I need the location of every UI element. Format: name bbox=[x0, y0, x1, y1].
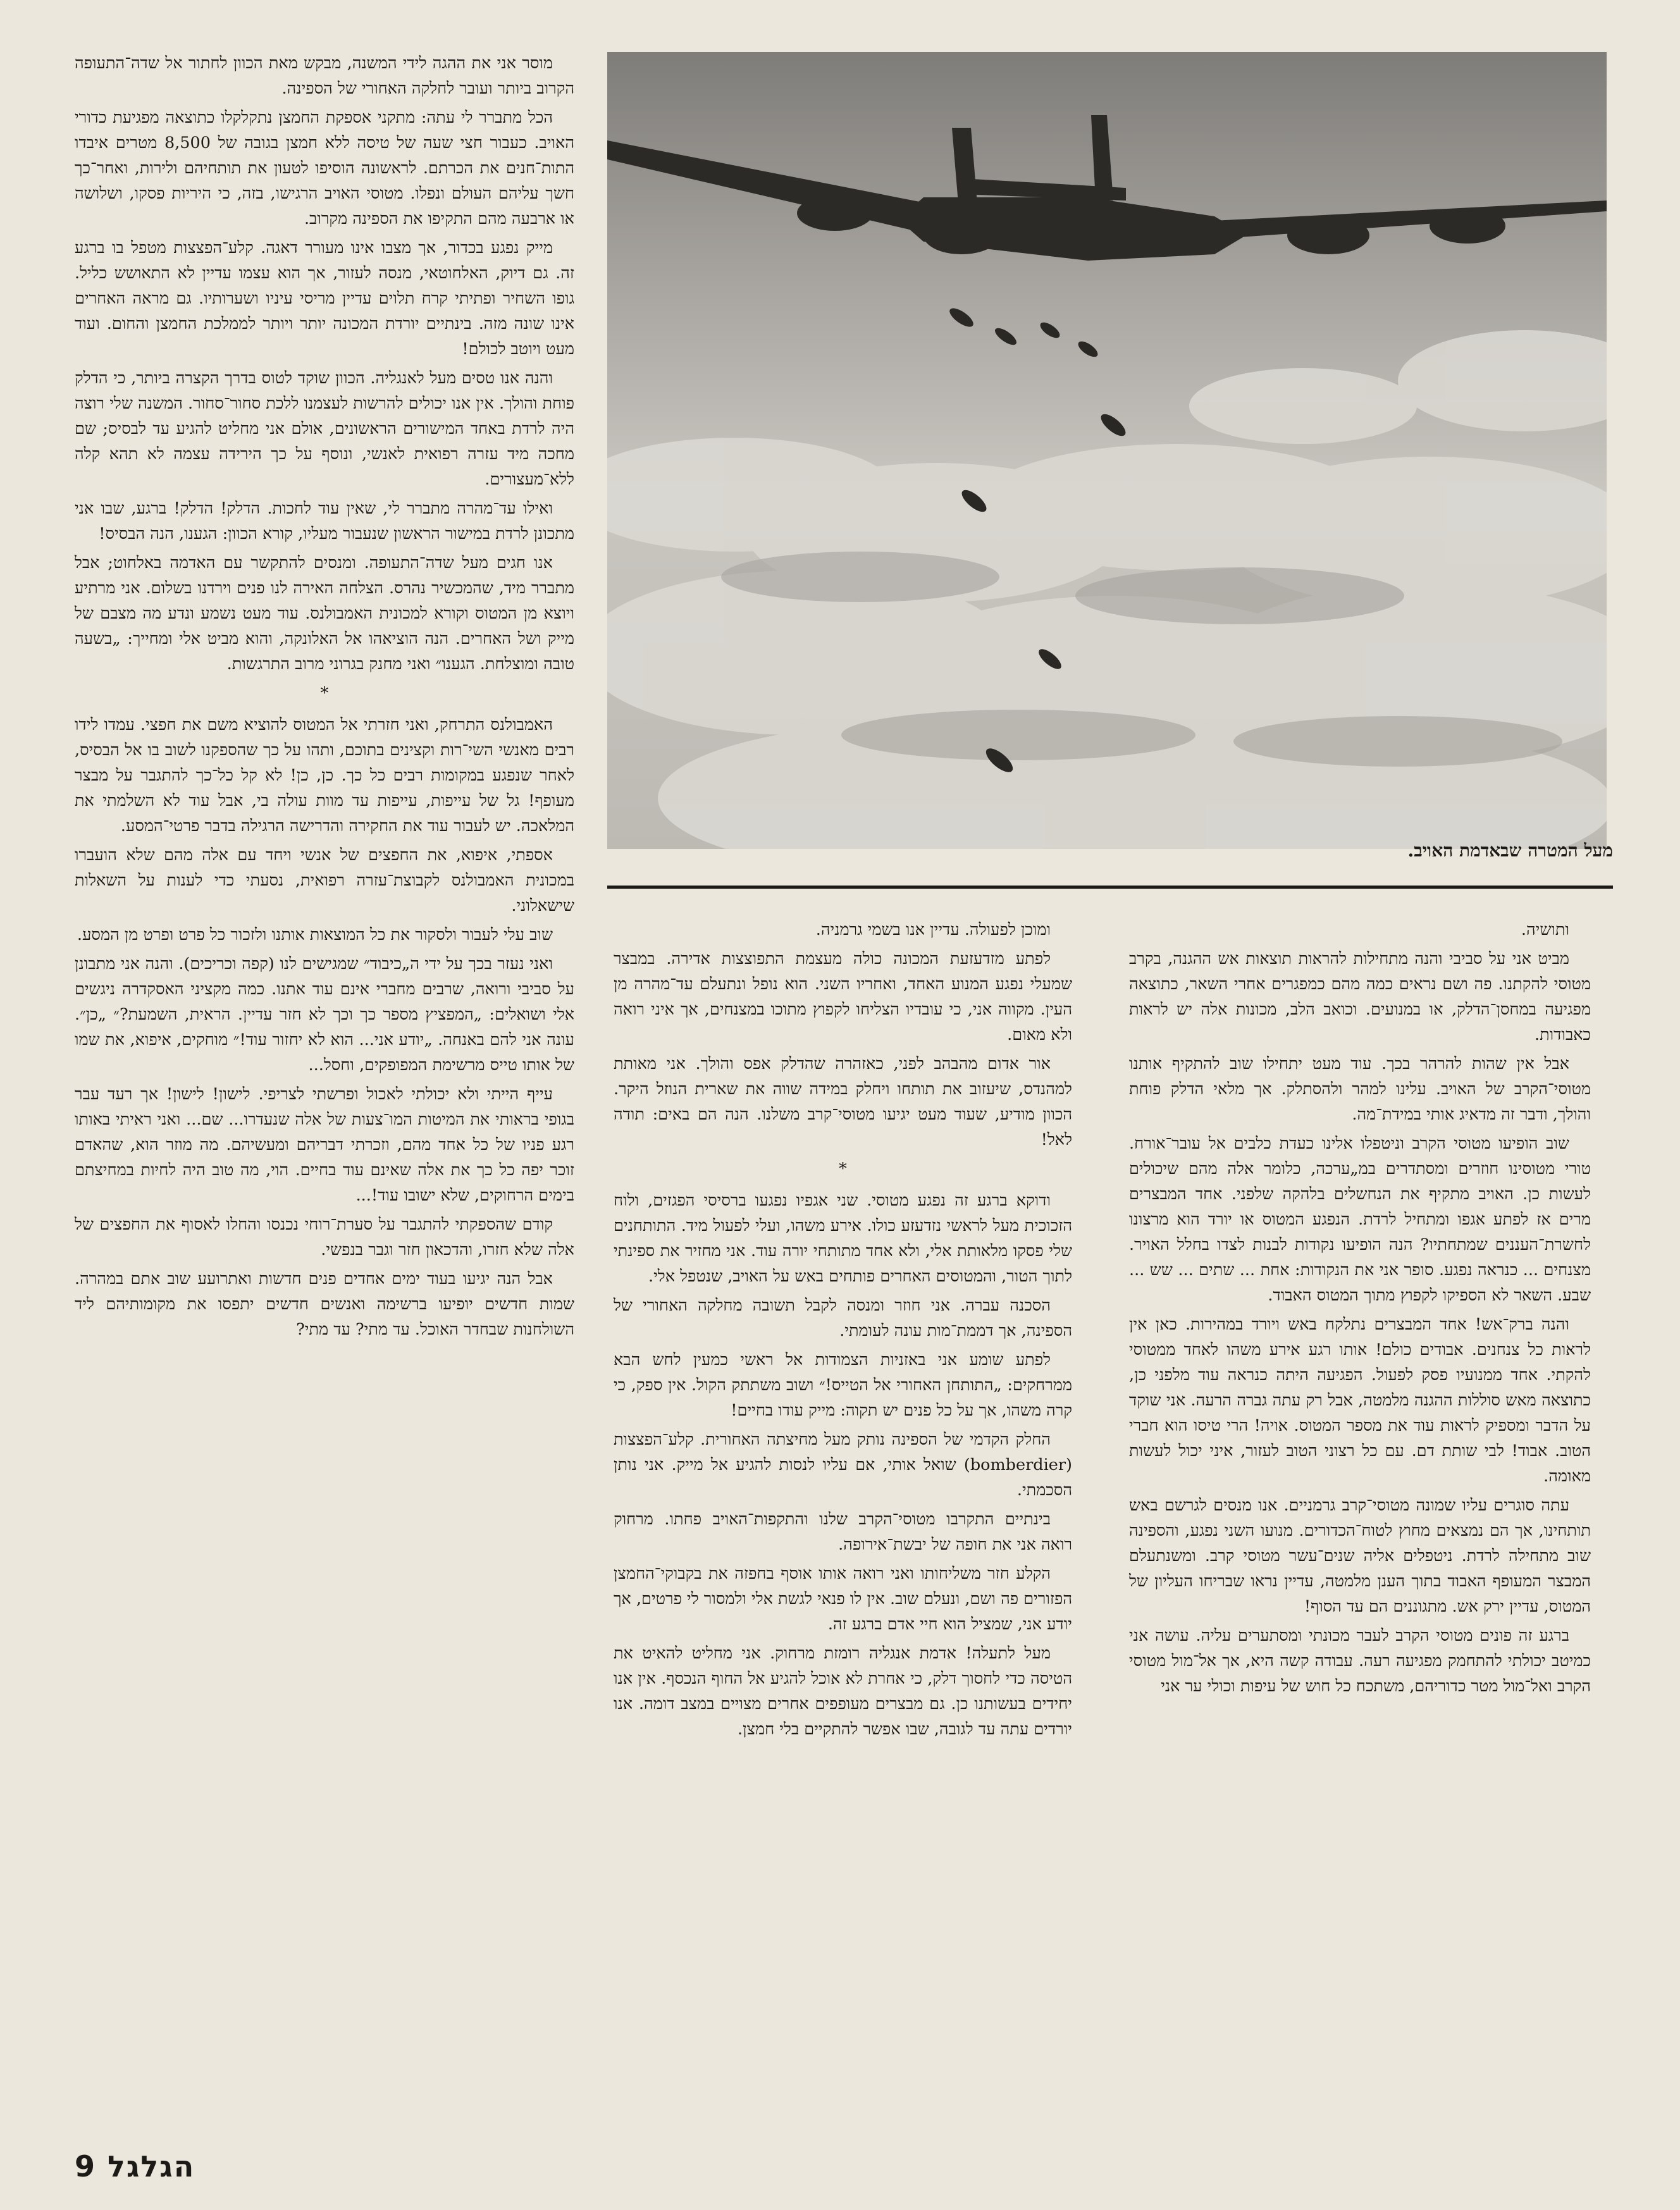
paragraph: קודם שהספקתי להתגבר על סערת־רוחי נכנסו והחלו לאסוף את החפצים של אלה שלא חזרו, והדכאון חזר וגבר בנפשי. bbox=[75, 1215, 574, 1259]
paragraph: ואילו עד־מהרה מתברר לי, שאין עוד לחכות. הדלק! הדלק! ברגע, שבו אני מתכונן לרדת במישור הראשון שנעבור מעליו, קורא הכוון: הגענו, הנה הבסיס! bbox=[75, 499, 574, 543]
section-break: * bbox=[839, 1159, 847, 1178]
text-column-right bbox=[1129, 917, 1591, 1703]
paragraph: החלק הקדמי של הספינה נותק מעל מחיצתה האחורית. קלע־הפצצות (bomberdier) שואל אותי, אם עליו לנסות להגיע אל מייק. אני נותן הסכמתי. bbox=[614, 1430, 1072, 1500]
paragraph: שוב עלי לעבור ולסקור את כל המוצאות אותנו ולזכור כל פרט ופרט מן המסע. bbox=[77, 925, 553, 944]
page-footer-label: 9 הגלגל bbox=[75, 2149, 195, 2183]
bomber-photo bbox=[607, 52, 1607, 849]
paragraph: הכל מתברר לי עתה: מתקני אספקת החמצן נתקלקלו כתוצאה מפגיעת כדורי האויב. כעבור חצי שעה של טיסה ללא חמצן בגובה של 8,500 מטרים איבדו התות־חנים את הכרתם. לראשונה הוסיפו לטעון את תותחיהם ולירות, ואחר־כך חשך עליהם העולם ונפלו. מטוסי האויב הרגישו, בזה, כי היריות פסקו, ושלושה או ארבעה מהם התקיפו את הספינה מקרוב. bbox=[75, 108, 575, 228]
paragraph: לפתע מזדעזעת המכונה כולה מעצמת התפוצצות אדירה. במבצר שמעלי נפגע המנוע האחד, ואחריו השני. הוא נופל ונתעלם עד־מהרה מן העין. מקווה אני, כי עובדיו הצליחו לקפוץ מתוכו במצנחים, אך איני רואה ולא מאום. bbox=[614, 949, 1072, 1044]
paragraph: הסכנה עברה. אני חוזר ומנסה לקבל תשובה מחלקה האחורי של הספינה, אך דממת־מות עונה לעומתי. bbox=[614, 1296, 1072, 1340]
paragraph: ודוקא ברגע זה נפגע מטוסי. שני אגפיו נפגעו ברסיסי הפגזים, ולוח הזכוכית מעל לראשי נזדעזע כולו. אירע משהו, ועלי לפעול מיד. התותחנים שלי פסקו מלאותת אלי, ולא אחד מתותחי יורה עוד. אני מחזיר את ספינתי לתוך הטור, והמטוסים האחרים פותחים באש על האויב, שנטפל אלי. bbox=[614, 1191, 1072, 1286]
paragraph: האמבולנס התרחק, ואני חזרתי אל המטוס להוציא משם את חפצי. עמדו לידו רבים מאנשי השי־רות וקצינים בתוכם, ותהו על כך שהספקנו לשוב בו אל הבסיס, לאחר שנפגע במקומות רבים כל כך. כן, כן! לא קל כל־כך להתגבר על מבצר מעופף! גל של עייפות, עייפות עד מוות עולה בי, אבל עוד לא השלמתי את המלאכה. יש לעבור עוד את החקירה והדרישה הרגילה בדבר פרטי־המסע. bbox=[75, 715, 574, 836]
text-column-middle bbox=[614, 917, 1072, 1746]
paragraph: והנה אנו טסים מעל לאנגליה. הכוון שוקד לטוס בדרך הקצרה ביותר, כי הדלק פוחת והולך. אין אנו יכולים להרשות לעצמנו ללכת סחור־סחור. המשנה שלי רוצה היה לרדת באחד המישורים הראשונים, אולם אני מחליט להגיע עד לבסיס; שם מחכה מיד עזרה רפואית לאנשי, ונוסף על כך הירידה עצמה לא תהא קלה ללא־מעצורים. bbox=[75, 369, 574, 489]
paragraph: עייף הייתי ולא יכולתי לאכול ופרשתי לצריפי. לישון! לישון! אך רעד עבר בגופי בראותי את המיטות המו־צעות של אלה שנעדרו... שם... ואני ראיתי באותו רגע פניו של כל אחד מהם, וזכרתי דבריהם ומעשיהם. מה מוזר הוא, שהאדם זוכר יפה כל כך את אלה שאינם עוד בחיים. הוי, מה טוב היה לחיות במחיצתם בימים הרחוקים, שלא ישובו עוד!... bbox=[75, 1085, 574, 1205]
paragraph: מייק נפגע בכדור, אך מצבו אינו מעורר דאגה. קלע־הפצצות מטפל בו ברגע זה. גם דיוק, האלחוטאי, מנסה לעזור, אך הוא עצמו עדיין לא התאושש כליל. גופו השחיר ופתיתי קרח תלוים עדיין מריסי עיניו ושערותיו. גם מראה האחרים אינו שונה מזה. בינתיים יורדת המכונה יותר ויותר לממלכת החמצן והחום. ועוד מעט ויוטב לכולם! bbox=[75, 238, 574, 359]
paragraph: ותושיה. bbox=[1521, 920, 1569, 939]
photo-caption: מעל המטרה שבאדמת האויב. bbox=[1407, 840, 1613, 861]
paragraph: מעל לתעלה! אדמת אנגליה רומזת מרחוק. אני מחליט להאיט את הטיסה כדי לחסוך דלק, כי אחרת לא אוכל להגיע אל החוף הנכסף. אין אנו יחידים בעשותנו כן. גם מבצרים מעופפים אחרים מצויים במצב דומה. אנו יורדים עתה עד לגובה, שבו אפשר להתקיים בלי חמצן. bbox=[614, 1644, 1072, 1739]
section-divider bbox=[607, 886, 1613, 889]
paragraph: אבל אין שהות להרהר בכך. עוד מעט יתחילו שוב להתקיף אותנו מטוסי־הקרב של האויב. עלינו למהר ולהסתלק. אך מלאי הדלק פוחת והולך, ודבר זה מדאיג אותי במידת־מה. bbox=[1129, 1054, 1591, 1124]
paragraph: עתה סוגרים עליו שמונה מטוסי־קרב גרמניים. אנו מנסים לגרשם באש תותחינו, אך הם נמצאים מחוץ לטוח־הכדורים. מנועו השני נפגע, והספינה שוב מתחילה לרדת. ניטפלים אליה שנים־עשר מטוסי קרב. ומשנתעלם המבצר המעופף האבוד בתוך הענן מלמטה, עדיין נראו שבריחו העליון של המטוס, עדיין ירק אש. מתגוננים הם עד הסוף! bbox=[1129, 1496, 1591, 1616]
paragraph: ואני נעזר בכך על ידי ה„כיבוד״ שמגישים לנו (קפה וכריכים). והנה אני מתבונן על סביבי ורואה, שרבים מחברי אינם עוד אתנו. כמה מקציני האסקדרה ניגשים אלי ושואלים: „המפציץ מספר כך וכך לא חזר עדיין. הראית, השמעת?״ „כן״. עונה אני להם באנחה. „יודע אני... הוא לא יחזור עוד!״ מוחקים, איפוא, את שמו של אותו טייס מרשימת המפופקים, וחסל... bbox=[75, 954, 574, 1075]
paragraph: מביט אני על סביבי והנה מתחילות להראות תוצאות אש ההגנה, בקרב מטוסי להקתנו. פה ושם נראים כמה מהם כמפגרים אחרי השאר, כתוצאה מפגיעה במחסן־הדלק, או במנועים. וכואב הלב, מכונות אלה יש לראות כאבודות. bbox=[1129, 949, 1591, 1044]
paragraph: אספתי, איפוא, את החפצים של אנשי ויחד עם אלה מהם שלא הועברו במכונית האמבולנס לקבוצת־עזרה רפואית, נסעתי כדי לענות על השאלות שישאלוני. bbox=[75, 846, 574, 915]
paragraph: ומוכן לפעולה. עדיין אנו בשמי גרמניה. bbox=[815, 920, 1051, 939]
paragraph: אור אדום מהבהב לפני, כאזהרה שהדלק אפס והולך. אני מאותת למהנדס, שיעזוב את תותחו ויחלק במידה שווה את שארית הנוזל היקר. הכוון מודיע, שעוד מעט יגיעו מטוסי־קרב משלנו. הנה הם באים: תודה לאל! bbox=[614, 1054, 1072, 1149]
paragraph: בינתיים התקרבו מטוסי־הקרב שלנו והתקפות־האויב פחתו. מרחוק רואה אני את חופה של יבשת־אירופה. bbox=[614, 1510, 1072, 1554]
paragraph: מוסר אני את ההגה לידי המשנה, מבקש מאת הכוון לחתור אל שדה־התעופה הקרוב ביותר ועובר לחלקה האחורי של הספינה. bbox=[75, 54, 574, 98]
paragraph: ברגע זה פונים מטוסי הקרב לעבר מכונתי ומסתערים עליה. עושה אני כמיטב יכולתי להתחמק מפגיעה רעה. עבודה קשה היא, אך אל־מול מטוסי הקרב ואל־מול מטר כדוריהם, משתכח כל חוש של עיפות וכולי ער אני bbox=[1129, 1626, 1591, 1696]
text-column-left bbox=[75, 51, 574, 1346]
paragraph: לפתע שומע אני באזניות הצמודות אל ראשי כמעין לחש הבא ממרחקים: „התותחן האחורי אל הטייס!״ ושוב משתתק הקול. אין ספק, כי קרה משהו, אך על כל פנים יש תקוה: מייק עודו בחיים! bbox=[614, 1350, 1072, 1420]
paragraph: אבל הנה יגיעו בעוד ימים אחדים פנים חדשות ואתרועע שוב אתם במהרה. שמות חדשים יופיעו ברשימה ואנשים חדשים יתפסו את מקומותיהם ליד השולחנות שבחדר האוכל. עד מתי? עד מתי? bbox=[75, 1269, 574, 1339]
paragraph: והנה ברק־אש! אחד המבצרים נתלקח באש ויורד במהירות. כאן אין לראות כל צנחנים. אבודים כולם! אותו רגע אירע משהו לאחד ממטוסי להקתי. אחד ממנועיו פסק לפעול. הפגיעה היתה כנראה עוד מלפני כן, כתוצאה מאש סוללות ההגנה מלמטה, אבל רק עתה גברה הרעה. אני שוקד על הדבר ומספיק לראות עוד את מספר המטוס. אויה! הרי טיסו הוא חברי הטוב. אבוד! לבי שותת דם. עם כל רצוני הטוב לעזור, איני יכול לעשות מאומה. bbox=[1129, 1315, 1591, 1486]
paragraph: אנו חגים מעל שדה־התעופה. ומנסים להתקשר עם האדמה באלחוט; אבל מתברר מיד, שהמכשיר נהרס. הצלחה האירה לנו פנים וירדנו בשלום. אני מרתיע ויוצא מן המטוס וקורא למכונית האמבולנס. עוד מעט נשמע ונדע מה מצבם של מייק ושל האחרים. הנה הוציאהו אל האלונקה, והוא מביט אלי ומחייך: „בשעה טובה ומוצלחת. הגענו״ ואני מחנק בגרוני מרוב התרגשות. bbox=[75, 553, 574, 674]
paragraph: הקלע חזר משליחותו ואני רואה אותו אוסף בחפזה את בקבוקי־החמצן הפזורים פה ושם, ונעלם שוב. אין לו פנאי לגשת אלי ולמסור לי פרטים, אך יודע אני, שמציל הוא חיי אדם ברגע זה. bbox=[614, 1564, 1072, 1634]
section-break: * bbox=[320, 684, 329, 703]
paragraph: שוב הופיעו מטוסי הקרב וניטפלו אלינו כעדת כלבים אל עובר־אורח. טורי מטוסינו חוזרים ומסתדרים במ„ערכה, כלומר אלה מהם שיכולים לעשות כן. האויב מתקיף את הנחשלים בלהקה שלפני. אחד המבצרים מרים אז לפתע אגפו ומתחיל לרדת. הנפגע המטוס או יורד הוא מרצונו לחשרת־העננים שמתחתיו? הנה הופיעו נקודות לבנות לצדו בחלל האויר. מצנחים ... כנראה נפגע. סופר אני את הנקודות: אחת ... שתים ... שש ... שבע. השאר לא הספיקו לקפוץ מתוך המטוס האבוד. bbox=[1129, 1134, 1591, 1305]
